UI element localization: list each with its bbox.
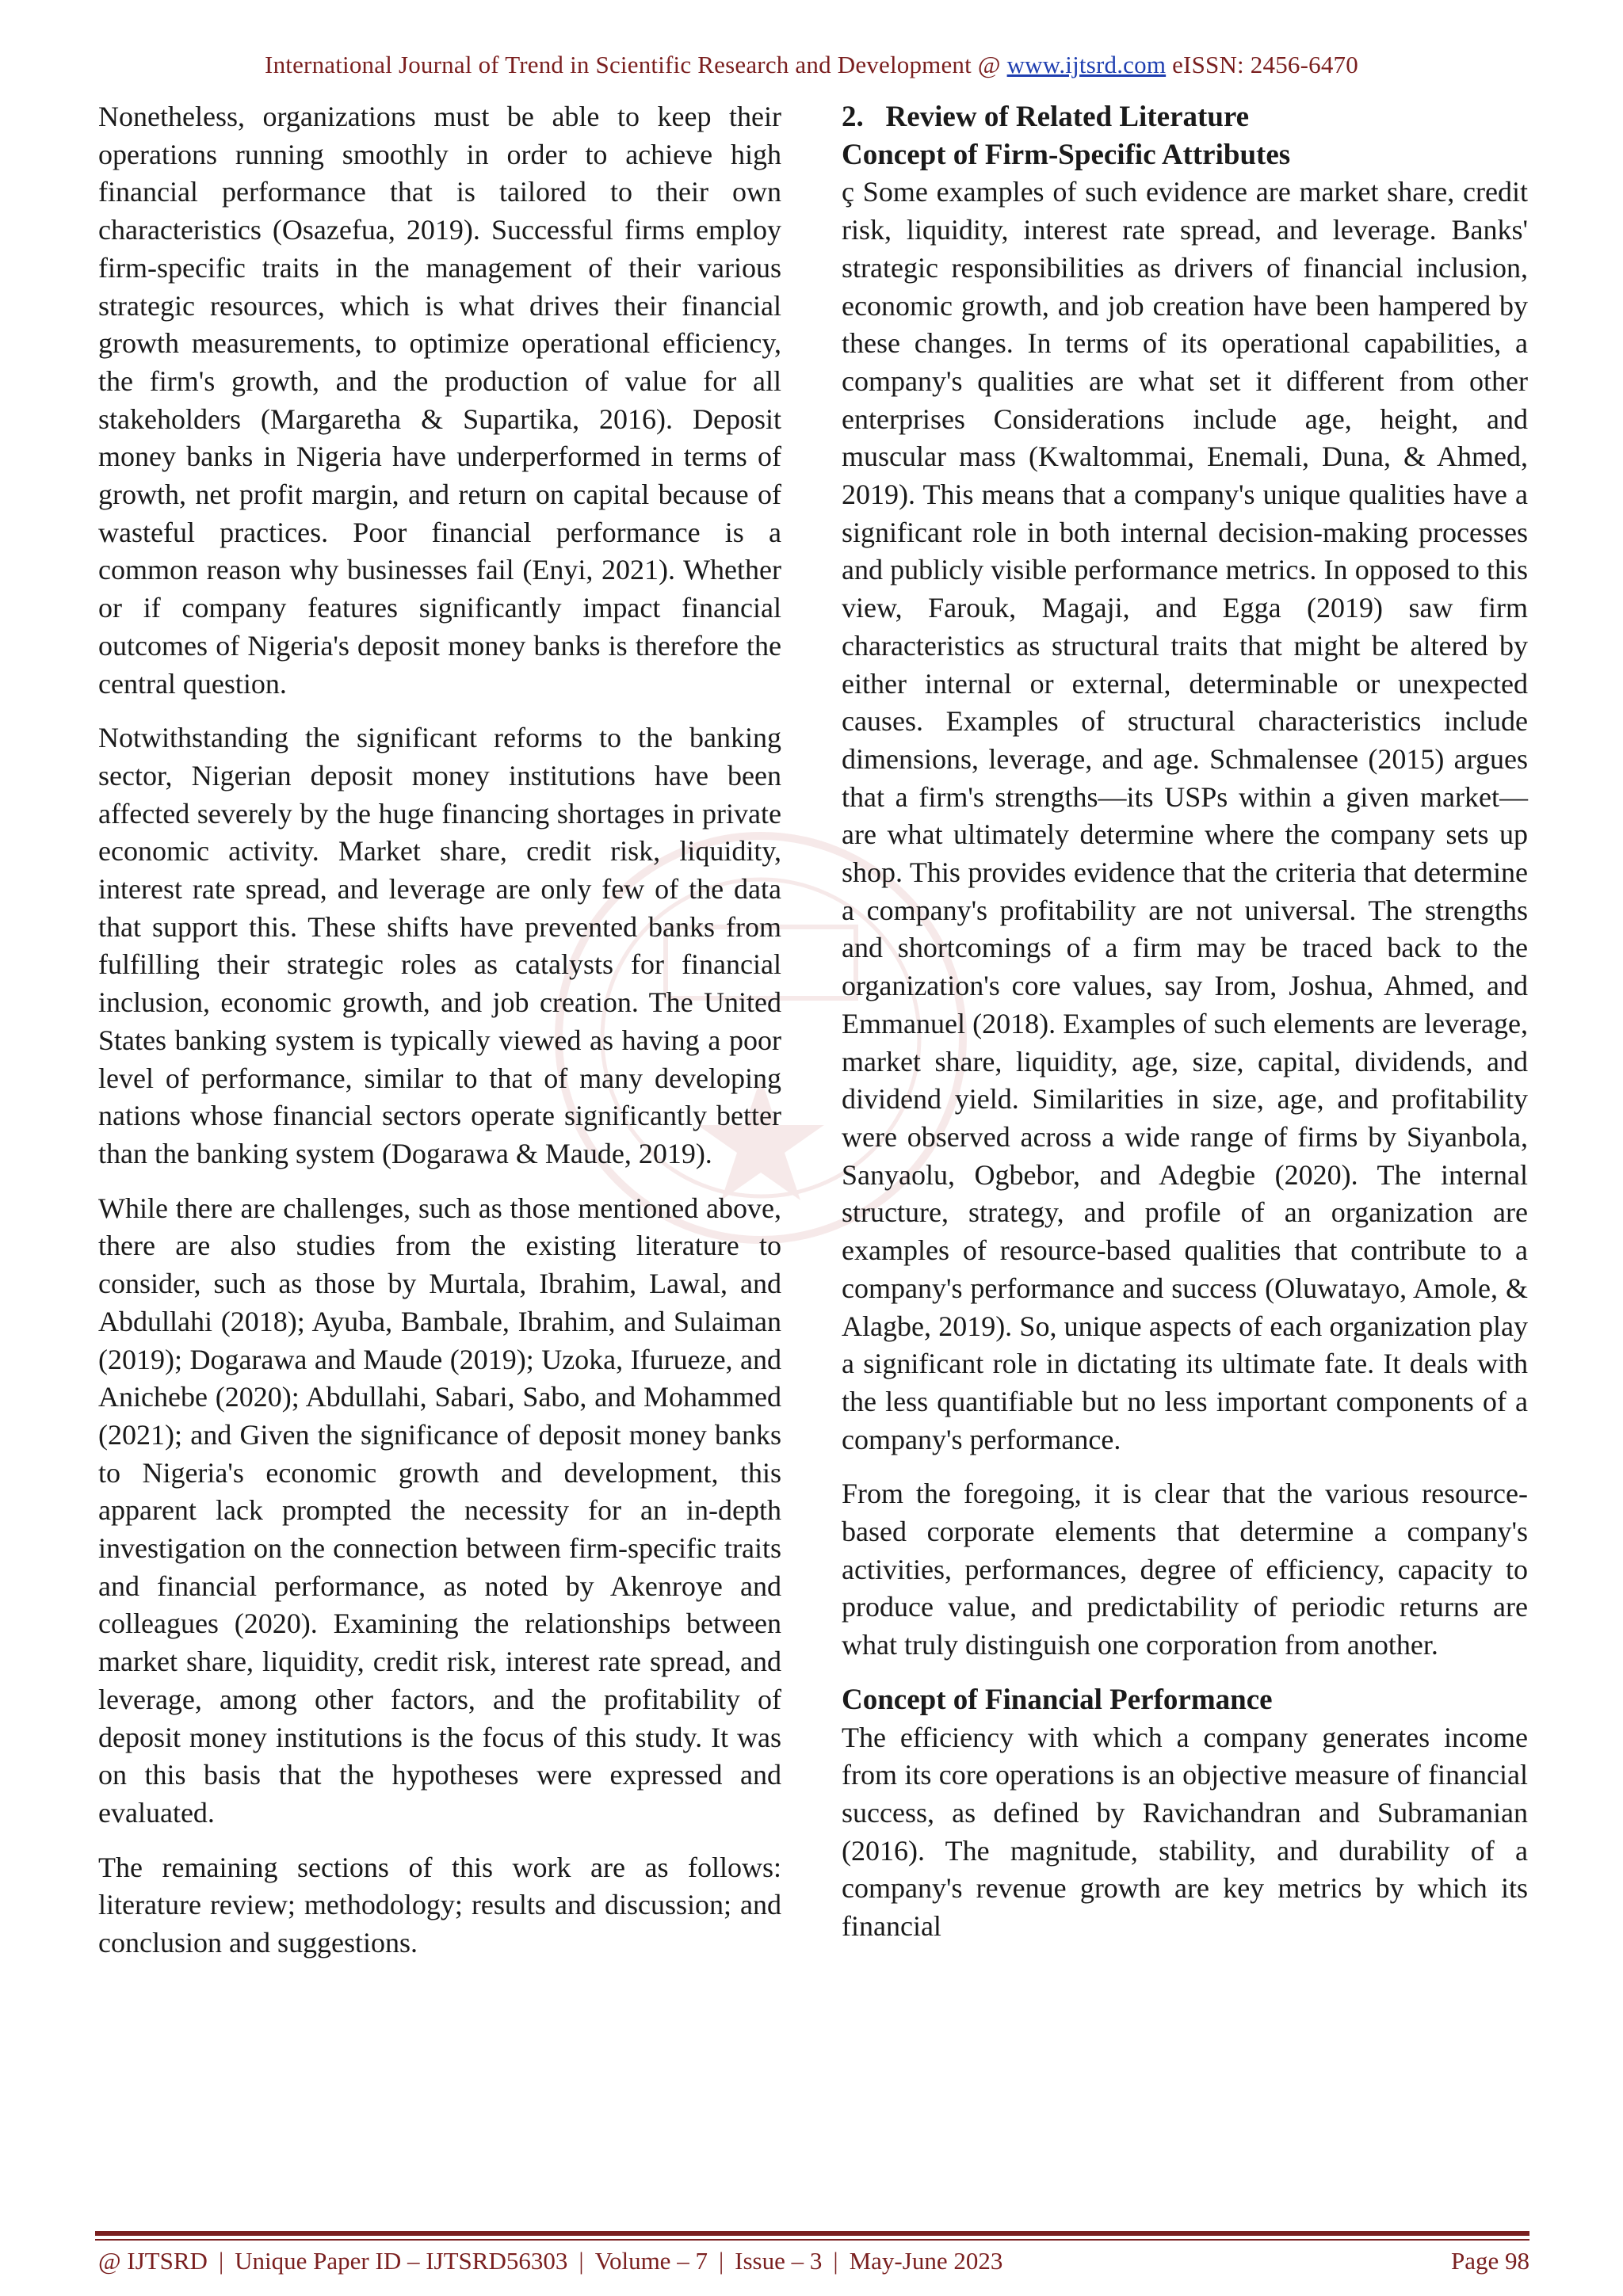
footer-rule-thin	[95, 2239, 1529, 2241]
section-heading-review: 2. Review of Related Literature	[842, 101, 1250, 133]
footer-journal: @ IJTSRD	[98, 2247, 208, 2275]
left-paragraph-3: While there are challenges, such as those mentioned above, there are also studies from the existing literature to consider, such as those by Murtala, Ibrahim, Lawal, and Abdullahi (2018); Ayuba, Bambale, Ibrahim, and Sulaiman (2019); Dogarawa and Maude (2019); Uzoka, Ifurueze, and Anichebe (2020); Abdullahi, Sabari, Sabo, and Mohammed (2021); and Given the significance of deposit money banks to Nigeria's economic growth and development, this apparent lack prompted the necessity for an in-depth investigation on the connection between firm-specific traits and financial performance, as noted by Akenroye and colleagues (2020). Examining the relationships between market share, liquidity, credit risk, interest rate spread, and leverage, among other factors, and the profitability of deposit money institutions is the focus of this study. It was on this basis that the hypotheses were expressed and evaluated.	[98, 1192, 781, 1829]
footer-issue: Issue – 3	[735, 2247, 823, 2275]
right-paragraph-3: The efficiency with which a company generates income from its core operations is an objective measure of financial success, as defined by Ravichandran and Subramanian (2016). The magnitude, stability, and durability of a company's revenue growth are key metrics by which its financial	[842, 1721, 1528, 1943]
right-paragraph-2: From the foregoing, it is clear that the various resource-based corporate elements that determine a company's activities, performances, degree of efficiency, capacity to produce value, and predictability of periodic returns are what truly distinguish one corporation from another.	[842, 1478, 1528, 1661]
left-column	[98, 98, 781, 1979]
journal-website-link[interactable]: www.ijtsrd.com	[1006, 51, 1167, 78]
right-column	[842, 98, 1528, 1962]
subheading-firm-attributes: Concept of Firm-Specific Attributes	[842, 138, 1291, 171]
header-suffix: eISSN: 2456-6470	[1166, 51, 1358, 78]
footer-volume: Volume – 7	[594, 2247, 708, 2275]
left-paragraph-2: Notwithstanding the significant reforms to the banking sector, Nigerian deposit money institutions have been affected severely by the huge financing shortages in private economic activity. Market share, credit risk, liquidity, interest rate spread, and leverage are only few of the data that support this. These shifts have prevented banks from fulfilling their strategic roles as catalysts for financial inclusion, economic growth, and job creation. The United States banking system is typically viewed as having a poor level of performance, similar to that of many developing nations whose financial sectors operate significantly better than the banking system (Dogarawa & Maude, 2019).	[98, 722, 781, 1169]
footer-paper-id: Unique Paper ID – IJTSRD56303	[235, 2247, 568, 2275]
left-paragraph-4: The remaining sections of this work are as follows: literature review; methodology; results and discussion; and conclusion and suggestions.	[98, 1851, 781, 1959]
footer-left: @ IJTSRD | Unique Paper ID – IJTSRD56303 | Volume – 7 | Issue – 3 | May-June 2023	[98, 2247, 1003, 2275]
footer-date: May-June 2023	[849, 2247, 1003, 2275]
right-paragraph-1: ç Some examples of such evidence are market share, credit risk, liquidity, interest rate spread, and leverage. Banks' strategic responsibilities as drivers of financial inclusion, economic growth, and job creation have been hampered by these changes. In terms of its operational capabilities, a company's qualities are what set it different from other enterprises Considerations include age, height, and muscular mass (Kwaltommai, Enemali, Duna, & Ahmed, 2019). This means that a company's unique qualities have a significant role in both internal decision-making processes and publicly visible performance metrics. In opposed to this view, Farouk, Magaji, and Egga (2019) saw firm characteristics as structural traits that might be altered by either internal or external, determinable or unexpected causes. Examples of structural characteristics include dimensions, leverage, and age. Schmalensee (2015) argues that a firm's strengths—its USPs within a given market—are what ultimately determine where the company sets up shop. This provides evidence that the criteria that determine a company's profitability are not universal. The strengths and shortcomings of a firm may be traced back to the organization's core values, say Irom, Joshua, Ahmed, and Emmanuel (2018). Examples of such elements are leverage, market share, liquidity, age, size, capital, dividends, and dividend yield. Similarities in size, age, and profitability were observed across a wide range of firms by Siyanbola, Sanyaolu, Ogbebor, and Adegbie (2020). The internal structure, strategy, and profile of an organization are examples of resource-based qualities that contribute to a company's performance and success (Oluwatayo, Amole, & Alagbe, 2019). So, unique aspects of each organization play a significant role in dictating its ultimate fate. It deals with the less quantifiable but no less important components of a company's performance.	[842, 176, 1528, 1455]
footer-rule-thick	[95, 2231, 1529, 2236]
left-paragraph-1: Nonetheless, organizations must be able to keep their operations running smoothly in order to achieve high financial performance that is tailored to their own characteristics (Osazefua, 2019). Successful firms employ firm-specific traits in the management of their various strategic resources, which is what drives their financial growth measurements, to optimize operational efficiency, the firm's growth, and the production of value for all stakeholders (Margaretha & Supartika, 2016). Deposit money banks in Nigeria have underperformed in terms of growth, net profit margin, and return on capital because of wasteful practices. Poor financial performance is a common reason why businesses fail (Enyi, 2021). Whether or if company features significantly impact financial outcomes of Nigeria's deposit money banks is therefore the central question.	[98, 101, 781, 700]
header-prefix: International Journal of Trend in Scientific Research and Development @	[265, 51, 1007, 78]
journal-header	[0, 51, 1623, 79]
page-footer	[98, 2247, 1529, 2275]
subheading-financial-performance: Concept of Financial Performance	[842, 1683, 1273, 1716]
footer-page-number: Page 98	[1450, 2247, 1529, 2275]
